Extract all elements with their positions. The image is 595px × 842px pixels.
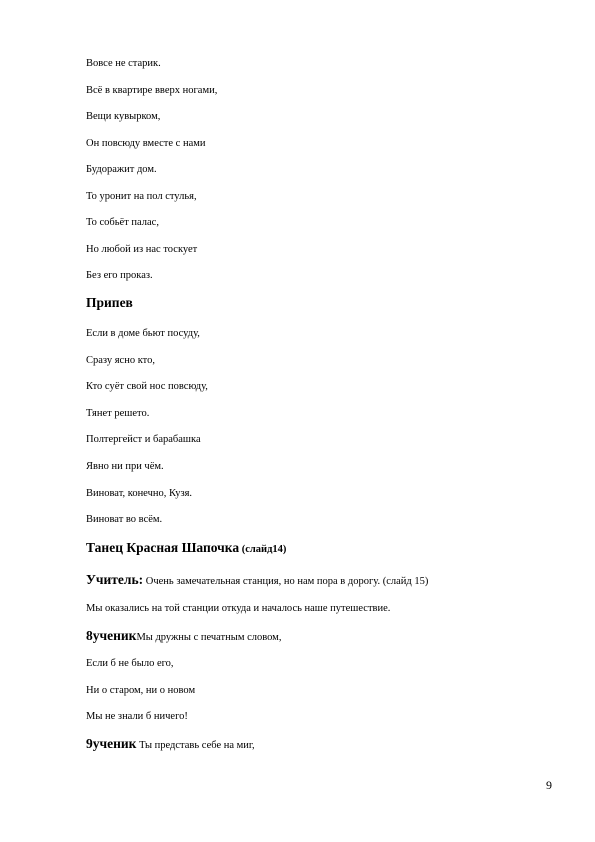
- chorus-line: Если в доме бьют посуду,: [86, 328, 200, 339]
- chorus-line: Полтергейст и барабашка: [86, 434, 201, 445]
- student8-label: 8ученик: [86, 628, 137, 643]
- verse-line: Но любой из нас тоскует: [86, 244, 198, 255]
- student9-label: 9ученик: [86, 736, 137, 751]
- dance-title: Танец Красная Шапочка: [86, 540, 240, 555]
- chorus-line: Явно ни при чём.: [86, 461, 164, 472]
- poem-line: Ни о старом, ни о новом: [86, 685, 196, 696]
- teacher-text: Очень замечательная станция, но нам пора в дорогу. (слайд 15): [145, 576, 429, 587]
- chorus-heading: Припев: [86, 295, 133, 310]
- verse-line: Всё в квартире вверх ногами,: [86, 85, 218, 96]
- verse-line: Без его проказ.: [86, 270, 153, 281]
- chorus-line: Виноват во всём.: [86, 514, 163, 525]
- narration-line: Мы оказались на той станции откуда и началось наше путешествие.: [86, 603, 391, 614]
- chorus-line: Сразу ясно кто,: [86, 355, 155, 366]
- teacher-line: [86, 573, 428, 589]
- student8-line: [86, 629, 281, 645]
- teacher-label: Учитель:: [86, 572, 144, 587]
- chorus-line: Виноват, конечно, Кузя.: [86, 488, 193, 499]
- dance-heading: [86, 541, 286, 557]
- verse-line: Будоражит дом.: [86, 164, 157, 175]
- verse-line: Вещи кувырком,: [86, 111, 161, 122]
- dance-slide-note: (слайд14): [241, 544, 287, 555]
- chorus-line: Тянет решето.: [86, 408, 150, 419]
- page-number: 9: [546, 778, 552, 792]
- verse-line: То собьёт палас,: [86, 217, 159, 228]
- poem-line: Если б не было его,: [86, 658, 174, 669]
- poem-line: Мы не знали б ничего!: [86, 711, 188, 722]
- verse-line: Он повсюду вместе с нами: [86, 138, 206, 149]
- verse-line: То уронит на пол стулья,: [86, 191, 197, 202]
- verse-line: Вовсе не старик.: [86, 58, 161, 69]
- chorus-line: Кто суёт свой нос повсюду,: [86, 381, 208, 392]
- student9-text: Ты представь себе на миг,: [139, 740, 255, 751]
- student9-line: [86, 737, 255, 753]
- student8-text: Мы дружны с печатным словом,: [136, 632, 282, 643]
